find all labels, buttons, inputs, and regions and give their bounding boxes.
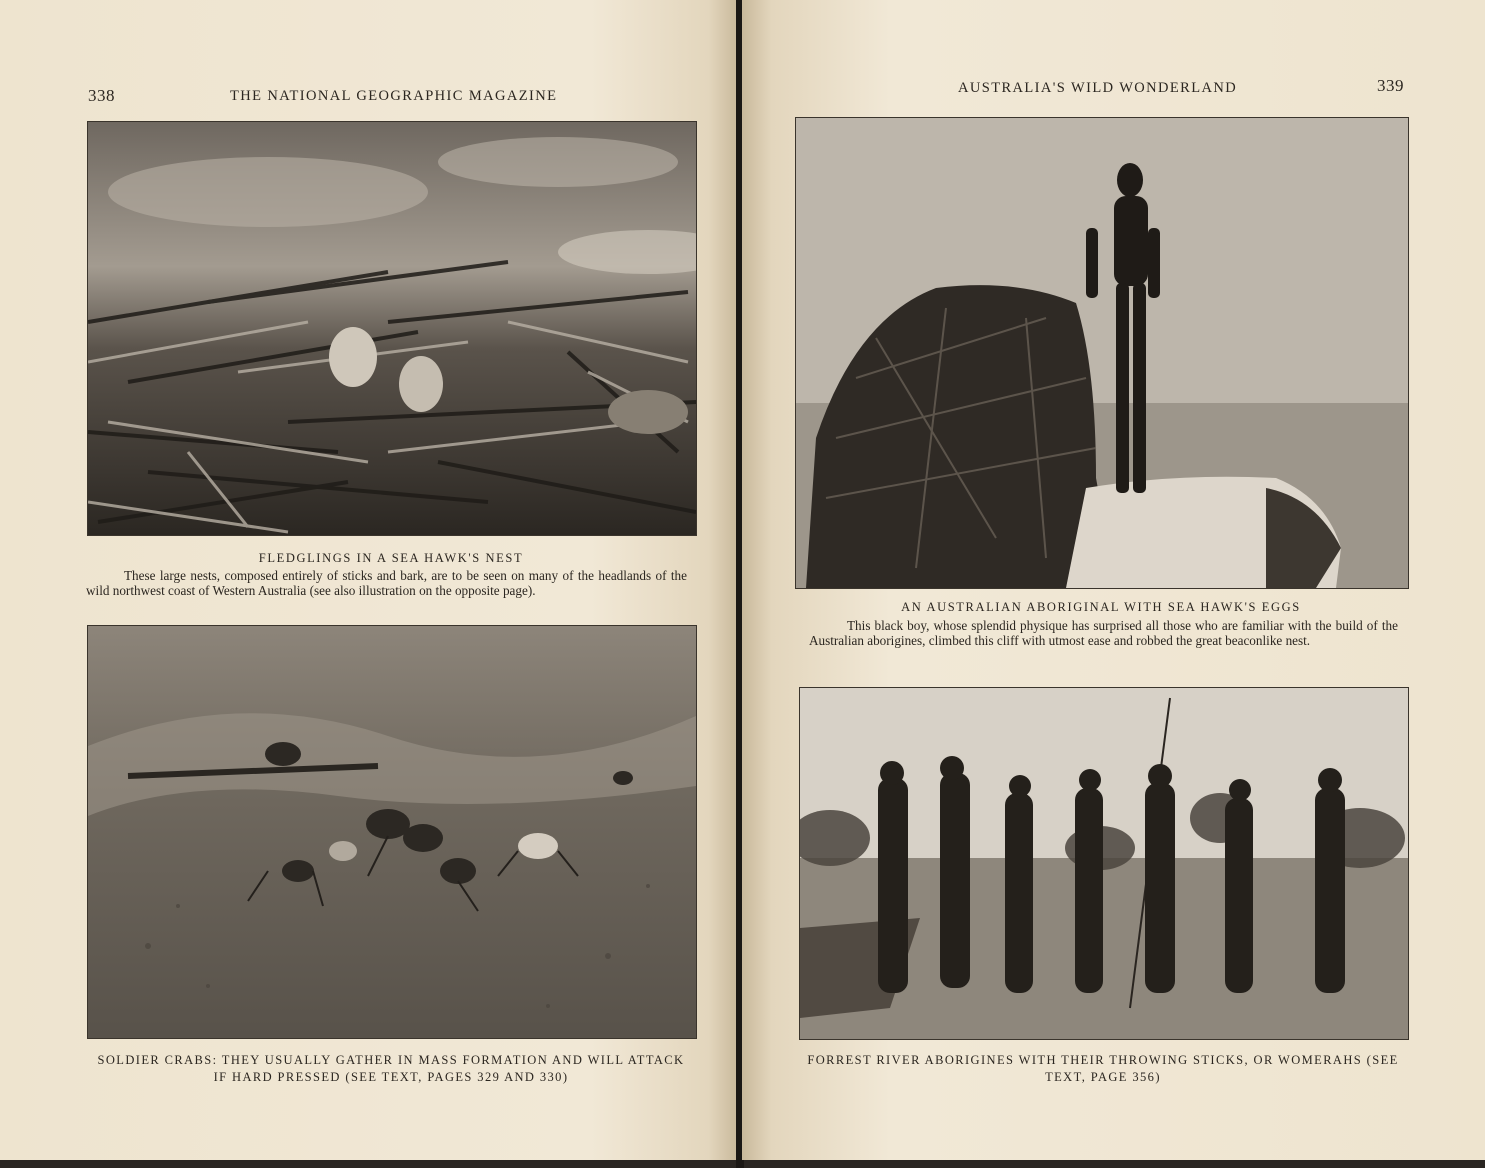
photo-fledglings-nest: [87, 121, 697, 536]
figure-title: FLEDGLINGS IN A SEA HAWK'S NEST: [258, 551, 524, 565]
left-page: [0, 0, 738, 1160]
figure-caption: These large nests, composed entirely of sticks and bark, are to be seen on many of the headlands of the wild northwest coast of Western Australia (see also illustration on the opposite page).: [86, 568, 687, 598]
running-head: THE NATIONAL GEOGRAPHIC MAGAZINE: [230, 88, 558, 104]
figure-title: AN AUSTRALIAN ABORIGINAL WITH SEA HAWK'S EGGS: [901, 600, 1301, 614]
right-page: [742, 0, 1485, 1160]
crabs-caption-line1: SOLDIER CRABS: THEY USUALLY GATHER IN MASS FORMATION AND WILL ATTACK: [97, 1053, 685, 1067]
forrest-river-caption-line2: TEXT, PAGE 356): [1045, 1070, 1161, 1084]
page-number: 339: [1377, 76, 1404, 95]
forrest-river-caption-line1: FORREST RIVER ABORIGINES WITH THEIR THROWING STICKS, OR WOMERAHS (SEE: [807, 1053, 1399, 1067]
photo-forrest-river-aborigines: [799, 687, 1409, 1040]
photo-aboriginal-with-eggs: [795, 117, 1409, 589]
photo-soldier-crabs: [87, 625, 697, 1039]
crabs-caption-line2: IF HARD PRESSED (SEE TEXT, PAGES 329 AND 330): [213, 1070, 569, 1084]
page-number: 338: [88, 86, 115, 105]
figure-caption: This black boy, whose splendid physique has surprised all those who are familiar with the build of the Australian aborigines, climbed this cliff with utmost ease and robbed the great beaconlike nest.: [809, 618, 1398, 648]
running-head: AUSTRALIA'S WILD WONDERLAND: [958, 80, 1238, 96]
